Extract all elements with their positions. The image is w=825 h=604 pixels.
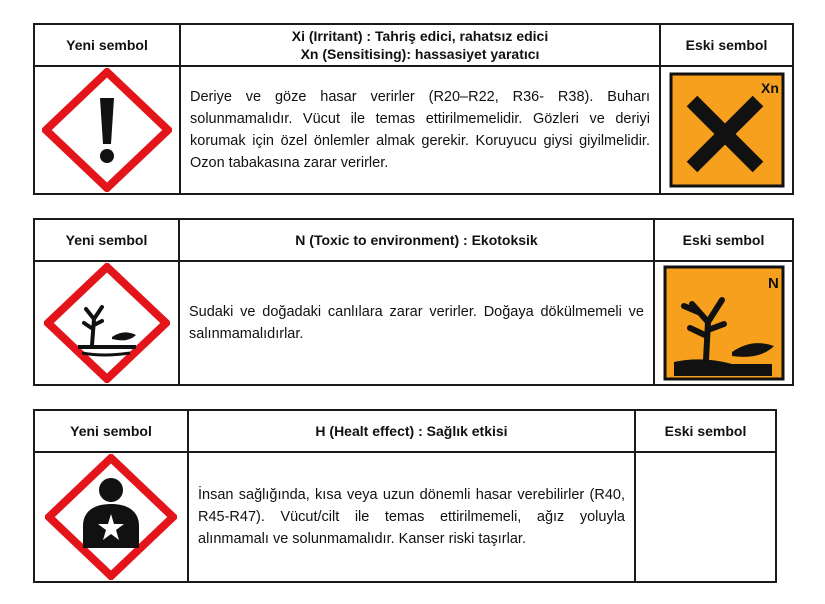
health-hazard-icon: [45, 454, 177, 580]
new-symbol-header: Yeni sembol: [34, 219, 179, 261]
new-symbol-cell: [34, 452, 188, 582]
orange-dead-tree-fish-icon: [662, 264, 786, 382]
old-symbol-header: Eski sembol: [635, 410, 776, 452]
old-symbol-cell: [654, 261, 793, 385]
old-symbol-cell-empty: [635, 452, 776, 582]
old-symbol-header: Eski sembol: [660, 24, 793, 66]
hazard-table-health: [33, 409, 777, 583]
hazard-title: Xi (Irritant) : Tahriş edici, rahatsız edici Xn (Sensitising): hassasiyet yaratıcı: [180, 24, 660, 66]
new-symbol-header: Yeni sembol: [34, 410, 188, 452]
old-code-label: N: [767, 275, 779, 292]
hazard-description: İnsan sağlığında, kısa veya uzun dönemli hasar verebilirler (R40, R45-R47). Vücut/cilt ile temas ettirilmemeli, ağız yoluyla alınmamalı ve solunmamalıdır. Kanser riski taşırlar.: [188, 452, 635, 582]
hazard-table-irritant: [33, 23, 794, 195]
new-symbol-header: Yeni sembol: [34, 24, 180, 66]
exclamation-mark-icon: [42, 68, 172, 192]
old-symbol-header: Eski sembol: [654, 219, 793, 261]
environment-hazard-icon: [44, 263, 170, 383]
hazard-title: N (Toxic to environment) : Ekotoksik: [179, 219, 654, 261]
hazard-description: Sudaki ve doğadaki canlılara zarar verirler. Doğaya dökülmemeli ve salınmamalıdırlar.: [179, 261, 654, 385]
hazard-description: Deriye ve göze hasar verirler (R20–R22, R36- R38). Buharı solunmamalıdır. Vücut ile temas ettirilmemelidir. Gözleri ve deriyi korumak için özel önlemler almak gerekir. Koruyucu giysi giyilmelidir. Ozon tabakasına zarar verirler.: [180, 66, 660, 194]
hazard-title: H (Healt effect) : Sağlık etkisi: [188, 410, 635, 452]
new-symbol-cell: [34, 261, 179, 385]
old-symbol-cell: [660, 66, 793, 194]
hazard-table-environment: [33, 218, 794, 386]
new-symbol-cell: [34, 66, 180, 194]
orange-cross-icon: [668, 71, 786, 189]
old-code-label: Xn: [760, 80, 779, 96]
